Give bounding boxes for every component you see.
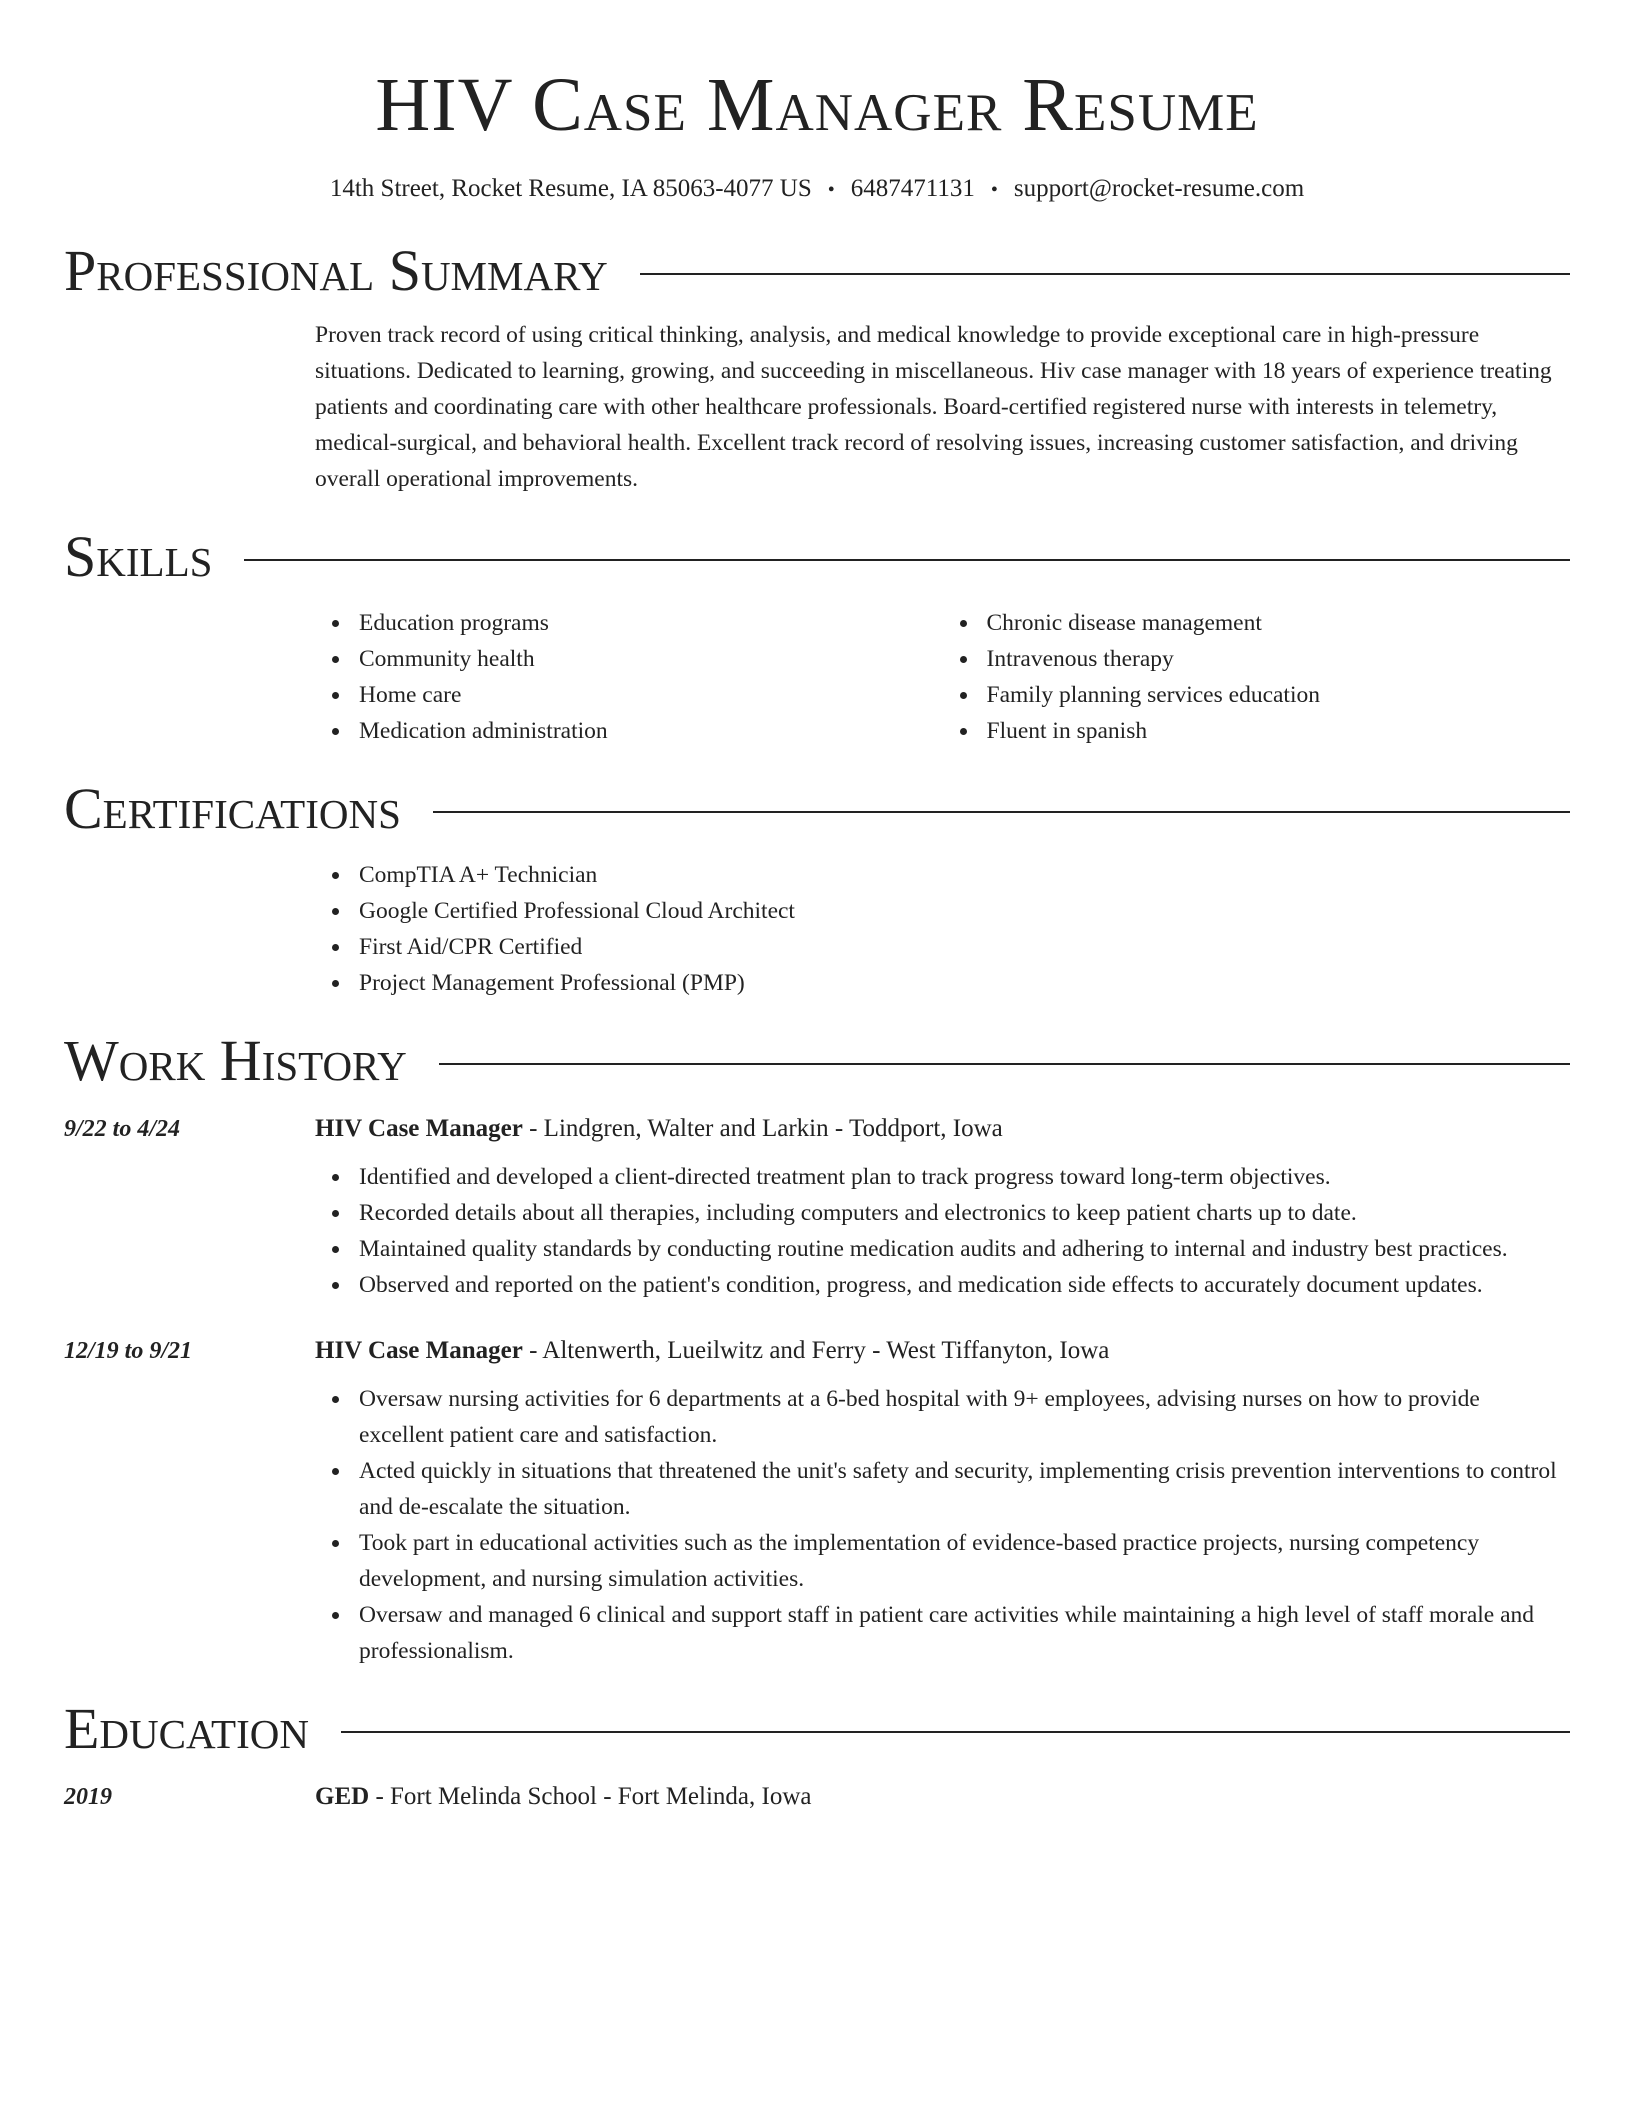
section-divider: [433, 811, 1570, 813]
certification-item: Google Certified Professional Cloud Architect: [359, 893, 1570, 929]
work-entry: [64, 1109, 1570, 1303]
certifications-section: [315, 857, 1570, 1001]
work-bullet: Maintained quality standards by conducting routine medication audits and adhering to internal and industry best practices.: [359, 1231, 1570, 1267]
skill-item: Education programs: [359, 605, 943, 641]
education-heading-line: [315, 1777, 1570, 1817]
job-title: HIV Case Manager: [315, 1115, 523, 1142]
skills-column-left: [315, 605, 943, 749]
section-divider: [244, 559, 1570, 561]
employer-location: - Lindgren, Walter and Larkin - Toddport, Iowa: [522, 1115, 1003, 1142]
education-entry-body: [315, 1777, 1570, 1817]
summary-text: Proven track record of using critical thinking, analysis, and medical knowledge to provide exceptional care in high-pressure situations. Dedicated to learning, growing, and succeeding in miscellaneous. Hiv case manager with 18 years of experience treating patients and coordinating care with other healthcare professionals. Board-certified registered nurse with interests in telemetry, medical-surgical, and behavioral health. Excellent track record of resolving issues, increasing customer satisfaction, and driving overall operational improvements.: [315, 322, 1552, 492]
skills-column-right: [943, 605, 1571, 749]
work-bullet: Acted quickly in situations that threatened the unit's safety and security, implementing crisis prevention interventions to control and de-escalate the situation.: [359, 1453, 1570, 1525]
contact-phone: 6487471131: [850, 175, 975, 202]
work-bullet: Oversaw nursing activities for 6 departments at a 6-bed hospital with 9+ employees, advising nurses on how to provide excellent patient care and satisfaction.: [359, 1381, 1570, 1453]
work-bullet: Oversaw and managed 6 clinical and support staff in patient care activities while maintaining a high level of staff morale and professionalism.: [359, 1597, 1570, 1669]
degree: GED: [315, 1783, 370, 1810]
contact-separator: •: [990, 179, 998, 201]
contact-email: support@rocket-resume.com: [1013, 175, 1305, 202]
school-location: - Fort Melinda School - Fort Melinda, Iowa: [369, 1783, 812, 1810]
skills-list: [315, 605, 1570, 749]
education-heading: Education: [64, 1696, 309, 1761]
work-dates: 9/22 to 4/24: [64, 1116, 181, 1142]
certifications-list: [315, 857, 1570, 1001]
work-bullets: [315, 1159, 1570, 1303]
work-history-heading: Work History: [64, 1028, 407, 1093]
job-title: HIV Case Manager: [315, 1337, 523, 1364]
work-history-section-header: [64, 1029, 1570, 1093]
summary-section: [315, 317, 1570, 497]
resume-title: HIV Case Manager Resume: [375, 63, 1259, 147]
work-entry: [64, 1331, 1570, 1669]
work-heading: [315, 1109, 1570, 1149]
resume-page: [64, 0, 1570, 1817]
contact-line: [64, 174, 1570, 205]
work-bullets: [315, 1381, 1570, 1669]
work-heading: [315, 1331, 1570, 1371]
certifications-section-header: [64, 777, 1570, 841]
education-section-header: [64, 1697, 1570, 1761]
work-bullet: Identified and developed a client-directed treatment plan to track progress toward long-term objectives.: [359, 1159, 1570, 1195]
skill-item: Community health: [359, 641, 943, 677]
certification-item: Project Management Professional (PMP): [359, 965, 1570, 1001]
certification-item: First Aid/CPR Certified: [359, 929, 1570, 965]
contact-address: 14th Street, Rocket Resume, IA 85063-4077 US: [329, 175, 812, 202]
certification-item: CompTIA A+ Technician: [359, 857, 1570, 893]
contact-separator: •: [827, 179, 835, 201]
skills-section-header: [64, 525, 1570, 589]
skill-item: Fluent in spanish: [987, 713, 1571, 749]
section-divider: [341, 1731, 1570, 1733]
work-bullet: Recorded details about all therapies, including computers and electronics to keep patient charts up to date.: [359, 1195, 1570, 1231]
work-dates: 12/19 to 9/21: [64, 1338, 193, 1364]
employer-location: - Altenwerth, Lueilwitz and Ferry - West Tiffanyton, Iowa: [522, 1337, 1110, 1364]
skill-item: Intravenous therapy: [987, 641, 1571, 677]
skills-heading: Skills: [64, 524, 213, 589]
certifications-heading: Certifications: [64, 776, 401, 841]
work-bullet: Took part in educational activities such as the implementation of evidence-based practice projects, nursing competency development, and nursing simulation activities.: [359, 1525, 1570, 1597]
skill-item: Chronic disease management: [987, 605, 1571, 641]
summary-heading: Professional Summary: [64, 238, 608, 303]
education-year: 2019: [64, 1784, 112, 1810]
summary-section-header: [64, 239, 1570, 303]
work-entry-body: [315, 1109, 1570, 1303]
skill-item: Family planning services education: [987, 677, 1571, 713]
section-divider: [439, 1063, 1570, 1065]
skill-item: Home care: [359, 677, 943, 713]
education-entry: [64, 1777, 1570, 1817]
work-entry-body: [315, 1331, 1570, 1669]
work-bullet: Observed and reported on the patient's condition, progress, and medication side effects to accurately document updates.: [359, 1267, 1570, 1303]
section-divider: [640, 273, 1570, 275]
skill-item: Medication administration: [359, 713, 943, 749]
